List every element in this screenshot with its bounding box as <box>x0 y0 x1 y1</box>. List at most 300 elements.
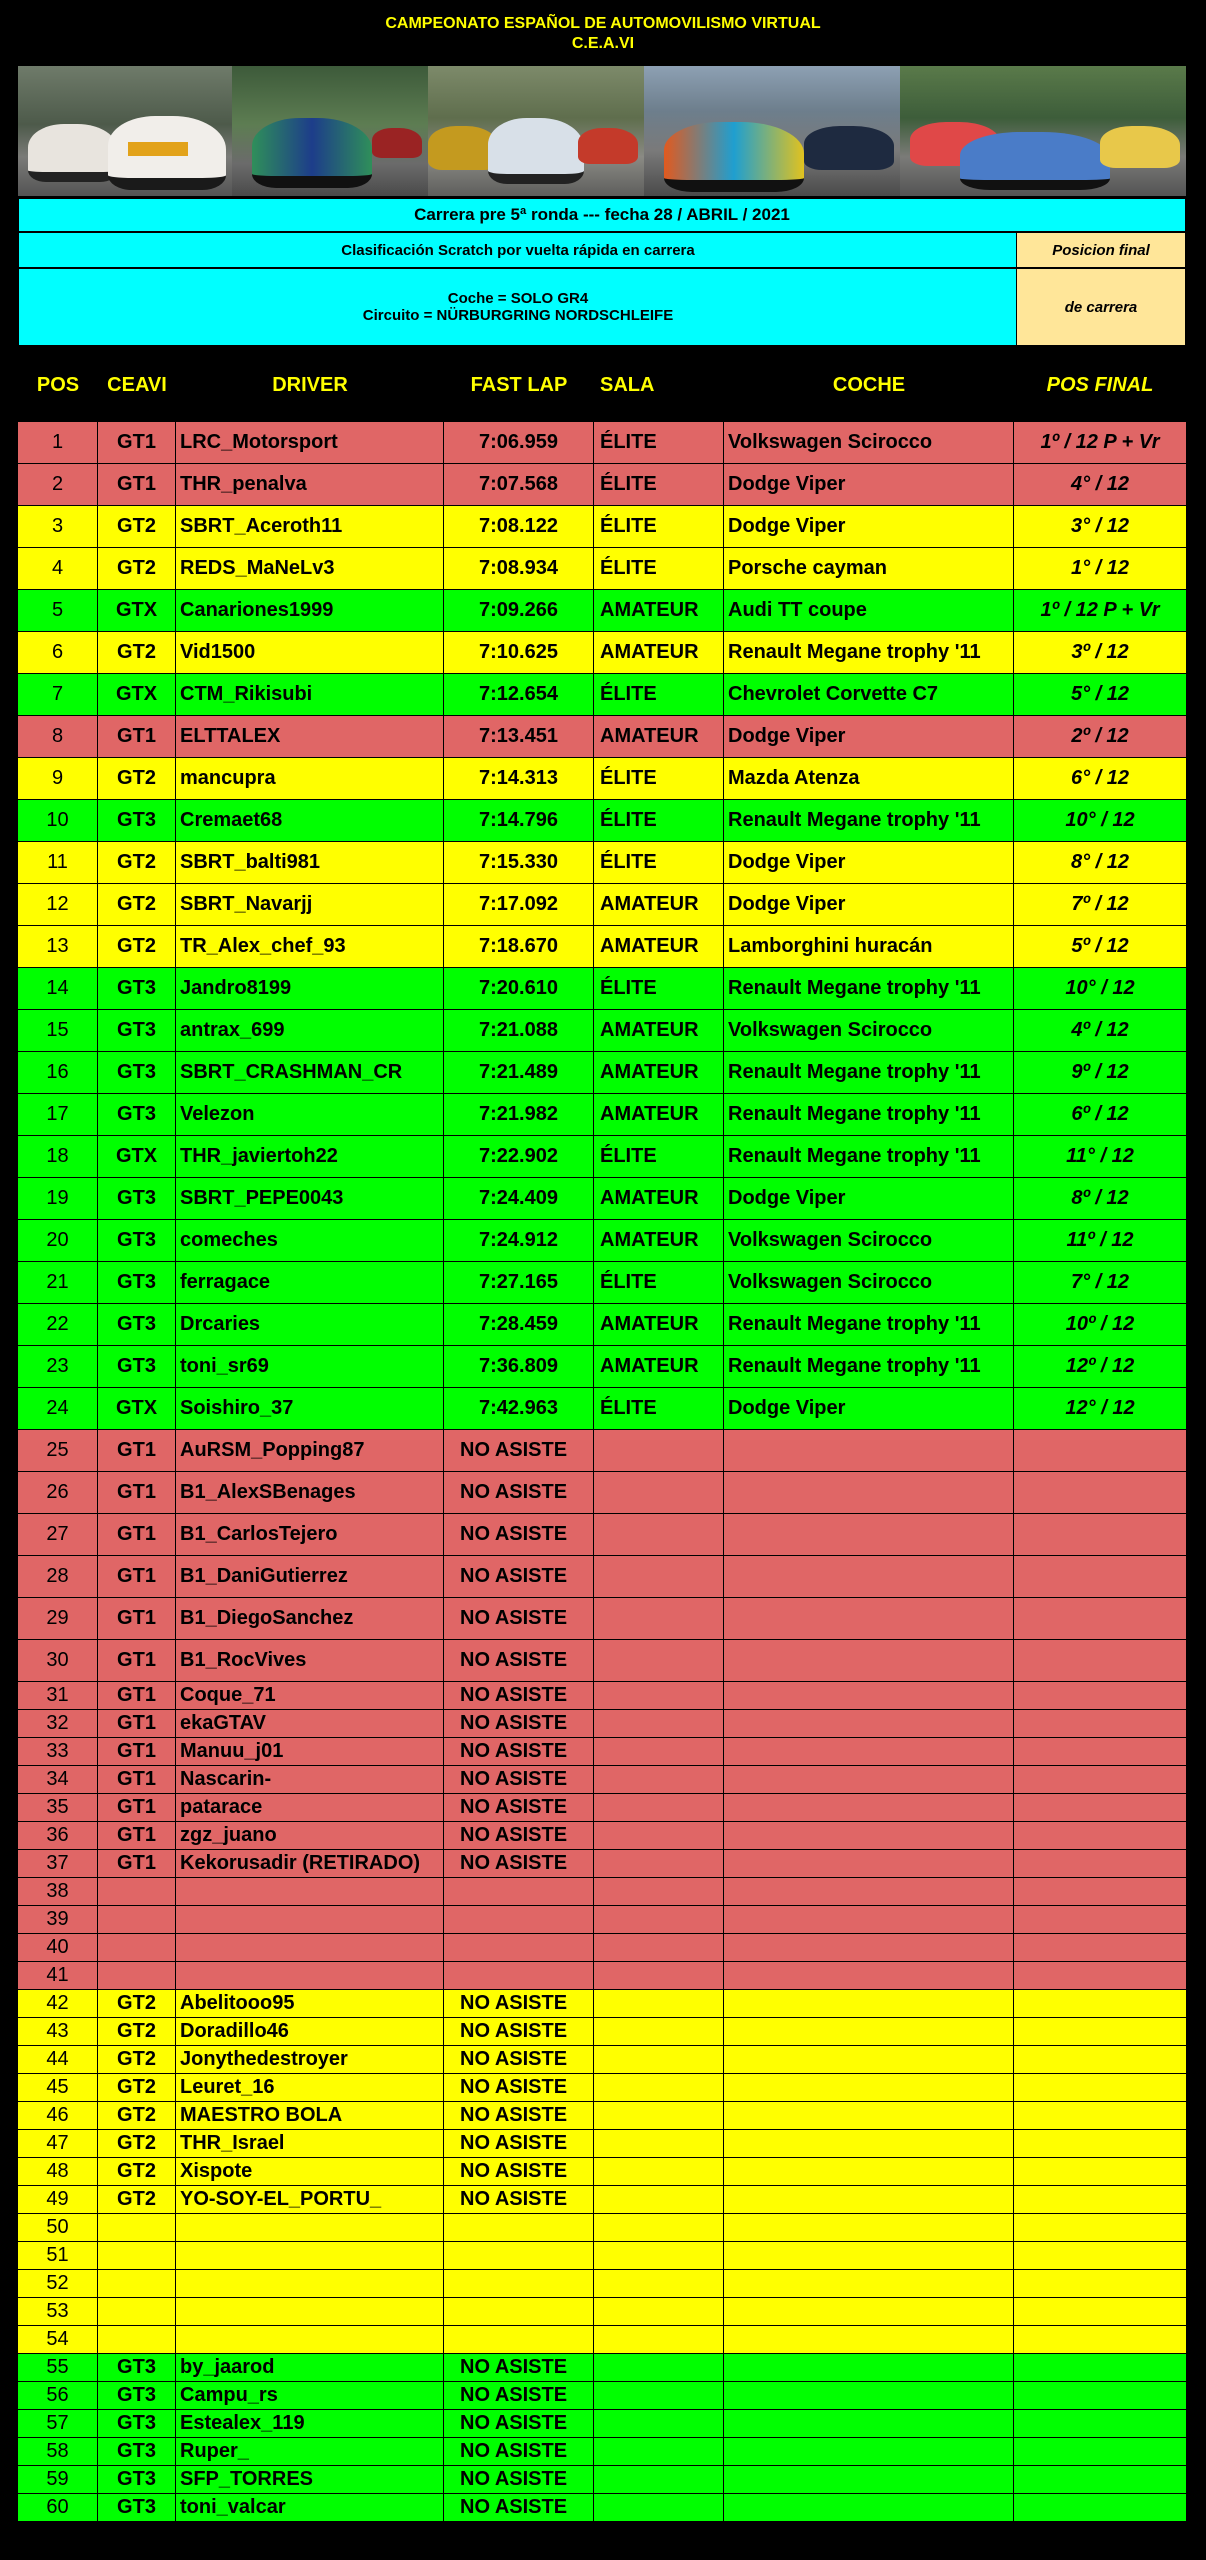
row-driver <box>176 1906 444 1933</box>
row-fast-lap: NO ASISTE <box>444 1822 594 1849</box>
row-pos: 21 <box>18 1262 98 1303</box>
race-photo-banner <box>18 66 1186 196</box>
row-driver <box>176 2298 444 2325</box>
row-driver: Xispote <box>176 2158 444 2185</box>
row-pos-final: 8º / 12 <box>1071 1187 1129 1209</box>
row-fast-lap: NO ASISTE <box>444 1598 594 1639</box>
row-sala <box>594 1934 724 1961</box>
row-fast-lap: 7:27.165 <box>444 1262 594 1303</box>
row-fast-lap: NO ASISTE <box>444 1430 594 1471</box>
table-row <box>18 1640 1186 1682</box>
row-coche <box>724 1472 1014 1513</box>
row-fast-lap: 7:24.912 <box>444 1220 594 1261</box>
row-sala <box>594 2074 724 2101</box>
row-driver: B1_RocVives <box>176 1640 444 1681</box>
row-fast-lap: 7:07.568 <box>444 464 594 505</box>
row-ceavi: GTX <box>98 1388 176 1429</box>
row-coche <box>724 1822 1014 1849</box>
row-ceavi <box>98 1934 176 1961</box>
row-pos-final: 6° / 12 <box>1070 767 1130 789</box>
row-fast-lap <box>444 2214 594 2241</box>
row-ceavi: GT2 <box>98 548 176 589</box>
row-pos: 38 <box>18 1878 98 1905</box>
row-pos-final: 1º / 12 P + Vr <box>1040 431 1160 453</box>
row-coche: Dodge Viper <box>724 1388 1014 1429</box>
results-table <box>18 422 1186 2522</box>
table-row <box>18 1822 1186 1850</box>
row-ceavi: GTX <box>98 674 176 715</box>
row-sala <box>594 1738 724 1765</box>
row-ceavi <box>98 1878 176 1905</box>
table-row <box>18 632 1186 674</box>
row-sala <box>594 1682 724 1709</box>
row-pos: 9 <box>18 758 98 799</box>
row-pos: 33 <box>18 1738 98 1765</box>
row-pos: 1 <box>18 422 98 463</box>
row-pos-final <box>1014 1682 1186 1709</box>
row-coche <box>724 2382 1014 2409</box>
row-pos-final <box>1014 2326 1186 2353</box>
row-coche: Renault Megane trophy '11 <box>724 1304 1014 1345</box>
row-pos-final <box>1014 2466 1186 2493</box>
row-pos: 7 <box>18 674 98 715</box>
row-ceavi: GT1 <box>98 716 176 757</box>
row-pos-final <box>1014 2102 1186 2129</box>
row-sala <box>594 2186 724 2213</box>
row-coche <box>724 1710 1014 1737</box>
row-driver: THR_Israel <box>176 2130 444 2157</box>
row-sala <box>594 2242 724 2269</box>
row-ceavi: GT1 <box>98 1766 176 1793</box>
row-coche: Renault Megane trophy '11 <box>724 1346 1014 1387</box>
row-driver: Abelitooo95 <box>176 1990 444 2017</box>
row-pos-final <box>1014 1766 1186 1793</box>
row-coche <box>724 2438 1014 2465</box>
row-ceavi: GT3 <box>98 1010 176 1051</box>
row-driver: mancupra <box>176 758 444 799</box>
row-fast-lap: NO ASISTE <box>444 2494 594 2521</box>
row-sala <box>594 1822 724 1849</box>
row-coche <box>724 2410 1014 2437</box>
row-pos-final <box>1014 1850 1186 1877</box>
row-driver: SBRT_Navarjj <box>176 884 444 925</box>
row-ceavi <box>98 1906 176 1933</box>
table-row <box>18 1766 1186 1794</box>
car-class: Coche = SOLO GR4 <box>447 290 589 307</box>
row-pos: 58 <box>18 2438 98 2465</box>
row-pos-final <box>1014 1794 1186 1821</box>
row-pos: 52 <box>18 2270 98 2297</box>
row-pos-final <box>1014 2186 1186 2213</box>
table-row <box>18 590 1186 632</box>
row-ceavi: GT2 <box>98 2102 176 2129</box>
row-pos: 18 <box>18 1136 98 1177</box>
row-pos: 31 <box>18 1682 98 1709</box>
row-sala <box>594 1990 724 2017</box>
row-coche: Dodge Viper <box>724 506 1014 547</box>
table-row <box>18 1304 1186 1346</box>
row-fast-lap: NO ASISTE <box>444 2074 594 2101</box>
row-pos-final: 10° / 12 <box>1065 809 1135 831</box>
row-pos: 45 <box>18 2074 98 2101</box>
row-pos-final <box>1014 1934 1186 1961</box>
row-ceavi: GT3 <box>98 1304 176 1345</box>
row-pos-final: 4º / 12 <box>1071 1019 1129 1041</box>
row-coche: Volkswagen Scirocco <box>724 422 1014 463</box>
row-pos: 16 <box>18 1052 98 1093</box>
row-coche: Porsche cayman <box>724 548 1014 589</box>
table-row <box>18 1262 1186 1304</box>
row-driver: CTM_Rikisubi <box>176 674 444 715</box>
row-pos-final: 12° / 12 <box>1065 1397 1135 1419</box>
row-coche: Lamborghini huracán <box>724 926 1014 967</box>
table-row <box>18 842 1186 884</box>
row-coche <box>724 2102 1014 2129</box>
row-pos-final <box>1014 2074 1186 2101</box>
row-driver: by_jaarod <box>176 2354 444 2381</box>
row-pos: 14 <box>18 968 98 1009</box>
row-driver: AuRSM_Popping87 <box>176 1430 444 1471</box>
row-pos: 57 <box>18 2410 98 2437</box>
row-sala <box>594 2018 724 2045</box>
row-sala: ÉLITE <box>594 674 724 715</box>
row-coche: Renault Megane trophy '11 <box>724 632 1014 673</box>
row-sala <box>594 1850 724 1877</box>
row-pos: 50 <box>18 2214 98 2241</box>
row-coche: Dodge Viper <box>724 464 1014 505</box>
row-coche <box>724 1598 1014 1639</box>
table-row <box>18 2438 1186 2466</box>
row-ceavi: GT1 <box>98 1822 176 1849</box>
row-sala <box>594 2382 724 2409</box>
row-coche <box>724 1794 1014 1821</box>
table-row <box>18 1878 1186 1906</box>
row-coche <box>724 1556 1014 1597</box>
row-pos: 44 <box>18 2046 98 2073</box>
row-driver <box>176 2326 444 2353</box>
table-row <box>18 506 1186 548</box>
row-pos-final <box>1014 1472 1186 1513</box>
row-driver: SFP_TORRES <box>176 2466 444 2493</box>
row-pos-final: 4° / 12 <box>1070 473 1130 495</box>
race-photo-1 <box>18 66 232 196</box>
row-coche <box>724 1430 1014 1471</box>
row-ceavi: GT2 <box>98 2186 176 2213</box>
row-ceavi: GT1 <box>98 1430 176 1471</box>
table-row <box>18 1934 1186 1962</box>
table-row <box>18 674 1186 716</box>
row-pos: 29 <box>18 1598 98 1639</box>
row-ceavi: GT3 <box>98 1094 176 1135</box>
row-ceavi: GT1 <box>98 1710 176 1737</box>
row-coche: Volkswagen Scirocco <box>724 1220 1014 1261</box>
row-fast-lap: NO ASISTE <box>444 2102 594 2129</box>
row-fast-lap: 7:08.934 <box>444 548 594 589</box>
table-row <box>18 464 1186 506</box>
row-pos: 41 <box>18 1962 98 1989</box>
row-ceavi: GT3 <box>98 1262 176 1303</box>
row-sala <box>594 2438 724 2465</box>
classification-title: Clasificación Scratch por vuelta rápida en carrera <box>18 232 1018 268</box>
row-driver: THR_penalva <box>176 464 444 505</box>
table-row <box>18 1514 1186 1556</box>
row-driver: Campu_rs <box>176 2382 444 2409</box>
row-coche <box>724 2158 1014 2185</box>
row-fast-lap: NO ASISTE <box>444 1850 594 1877</box>
page-title <box>0 14 1206 54</box>
row-fast-lap: 7:24.409 <box>444 1178 594 1219</box>
row-coche: Audi TT coupe <box>724 590 1014 631</box>
row-driver <box>176 2214 444 2241</box>
row-sala: ÉLITE <box>594 842 724 883</box>
row-sala: ÉLITE <box>594 800 724 841</box>
row-driver: toni_valcar <box>176 2494 444 2521</box>
row-driver: SBRT_balti981 <box>176 842 444 883</box>
row-pos: 60 <box>18 2494 98 2521</box>
race-photo-4 <box>644 66 900 196</box>
row-sala <box>594 2354 724 2381</box>
row-fast-lap: NO ASISTE <box>444 1640 594 1681</box>
table-row <box>18 1598 1186 1640</box>
row-sala: AMATEUR <box>594 1052 724 1093</box>
row-driver: Ruper_ <box>176 2438 444 2465</box>
table-row <box>18 2186 1186 2214</box>
row-ceavi <box>98 1962 176 1989</box>
row-pos-final <box>1014 2298 1186 2325</box>
row-driver: comeches <box>176 1220 444 1261</box>
row-ceavi: GT2 <box>98 2018 176 2045</box>
row-driver: Nascarin- <box>176 1766 444 1793</box>
row-pos: 53 <box>18 2298 98 2325</box>
row-fast-lap: 7:14.313 <box>444 758 594 799</box>
row-coche <box>724 1962 1014 1989</box>
row-sala: AMATEUR <box>594 632 724 673</box>
row-pos-final <box>1014 1514 1186 1555</box>
row-coche <box>724 1766 1014 1793</box>
row-pos: 51 <box>18 2242 98 2269</box>
row-fast-lap: NO ASISTE <box>444 1514 594 1555</box>
row-ceavi <box>98 2242 176 2269</box>
table-row <box>18 2298 1186 2326</box>
table-row <box>18 2158 1186 2186</box>
table-row <box>18 1556 1186 1598</box>
row-fast-lap: NO ASISTE <box>444 2466 594 2493</box>
row-pos-final: 3° / 12 <box>1070 515 1130 537</box>
row-fast-lap: NO ASISTE <box>444 1738 594 1765</box>
row-pos: 49 <box>18 2186 98 2213</box>
table-row <box>18 1178 1186 1220</box>
row-driver: Jonythedestroyer <box>176 2046 444 2073</box>
table-row <box>18 1094 1186 1136</box>
row-driver: LRC_Motorsport <box>176 422 444 463</box>
row-pos-final <box>1014 2242 1186 2269</box>
row-sala <box>594 1556 724 1597</box>
row-ceavi: GT3 <box>98 1052 176 1093</box>
row-sala: ÉLITE <box>594 464 724 505</box>
row-ceavi: GT1 <box>98 1472 176 1513</box>
row-fast-lap: NO ASISTE <box>444 1472 594 1513</box>
row-pos: 3 <box>18 506 98 547</box>
row-driver: Coque_71 <box>176 1682 444 1709</box>
championship-acronym: C.E.A.VI <box>571 35 635 52</box>
row-pos: 42 <box>18 1990 98 2017</box>
row-coche <box>724 1514 1014 1555</box>
col-pos: POS <box>36 373 80 396</box>
row-driver: patarace <box>176 1794 444 1821</box>
row-fast-lap: NO ASISTE <box>444 2438 594 2465</box>
row-fast-lap: 7:28.459 <box>444 1304 594 1345</box>
row-driver: Vid1500 <box>176 632 444 673</box>
row-coche: Dodge Viper <box>724 884 1014 925</box>
row-ceavi: GT2 <box>98 2130 176 2157</box>
row-driver: ekaGTAV <box>176 1710 444 1737</box>
row-driver: toni_sr69 <box>176 1346 444 1387</box>
row-fast-lap: 7:08.122 <box>444 506 594 547</box>
table-row <box>18 2074 1186 2102</box>
row-sala: ÉLITE <box>594 1388 724 1429</box>
row-fast-lap: NO ASISTE <box>444 1794 594 1821</box>
row-fast-lap: NO ASISTE <box>444 1990 594 2017</box>
row-ceavi: GT2 <box>98 2046 176 2073</box>
col-driver: DRIVER <box>272 373 348 396</box>
row-pos: 25 <box>18 1430 98 1471</box>
row-fast-lap: 7:21.489 <box>444 1052 594 1093</box>
row-ceavi: GT3 <box>98 1178 176 1219</box>
row-sala: AMATEUR <box>594 1346 724 1387</box>
row-coche <box>724 1934 1014 1961</box>
row-driver: Canariones1999 <box>176 590 444 631</box>
row-ceavi: GT3 <box>98 1220 176 1261</box>
row-ceavi <box>98 2326 176 2353</box>
row-coche <box>724 2074 1014 2101</box>
final-position-title: Posicion final <box>1016 232 1186 268</box>
row-driver: Kekorusadir (RETIRADO) <box>176 1850 444 1877</box>
row-driver: SBRT_PEPE0043 <box>176 1178 444 1219</box>
row-pos-final: 8° / 12 <box>1070 851 1130 873</box>
table-row <box>18 758 1186 800</box>
circuit-name: Circuito = NÜRBURGRING NORDSCHLEIFE <box>362 307 674 324</box>
row-coche <box>724 2130 1014 2157</box>
row-pos-final <box>1014 2410 1186 2437</box>
table-row <box>18 2494 1186 2522</box>
row-sala: ÉLITE <box>594 968 724 1009</box>
row-coche: Dodge Viper <box>724 716 1014 757</box>
row-ceavi: GT3 <box>98 1346 176 1387</box>
row-driver: ELTTALEX <box>176 716 444 757</box>
row-ceavi: GT1 <box>98 1640 176 1681</box>
row-pos-final <box>1014 2382 1186 2409</box>
row-ceavi <box>98 2298 176 2325</box>
row-driver: Drcaries <box>176 1304 444 1345</box>
row-pos: 17 <box>18 1094 98 1135</box>
row-sala <box>594 2466 724 2493</box>
col-fast-lap: FAST LAP <box>470 373 568 396</box>
row-ceavi: GT2 <box>98 842 176 883</box>
row-pos: 40 <box>18 1934 98 1961</box>
row-fast-lap: NO ASISTE <box>444 1766 594 1793</box>
row-fast-lap: NO ASISTE <box>444 2158 594 2185</box>
row-coche: Dodge Viper <box>724 1178 1014 1219</box>
row-coche: Chevrolet Corvette C7 <box>724 674 1014 715</box>
row-pos-final: 11º / 12 <box>1066 1229 1134 1251</box>
row-pos-final <box>1014 1822 1186 1849</box>
row-pos-final: 5º / 12 <box>1071 935 1129 957</box>
row-pos-final: 1º / 12 P + Vr <box>1040 599 1160 621</box>
table-row <box>18 1990 1186 2018</box>
row-pos: 11 <box>18 842 98 883</box>
table-row <box>18 1906 1186 1934</box>
row-ceavi: GT1 <box>98 1598 176 1639</box>
row-sala <box>594 1906 724 1933</box>
row-fast-lap: NO ASISTE <box>444 2354 594 2381</box>
row-pos: 46 <box>18 2102 98 2129</box>
row-pos: 15 <box>18 1010 98 1051</box>
row-driver: YO-SOY-EL_PORTU_ <box>176 2186 444 2213</box>
row-coche: Renault Megane trophy '11 <box>724 968 1014 1009</box>
row-fast-lap: 7:10.625 <box>444 632 594 673</box>
row-pos: 26 <box>18 1472 98 1513</box>
row-pos-final <box>1014 2018 1186 2045</box>
row-driver <box>176 2242 444 2269</box>
row-pos: 8 <box>18 716 98 757</box>
row-sala: ÉLITE <box>594 1136 724 1177</box>
row-pos: 59 <box>18 2466 98 2493</box>
row-driver: B1_CarlosTejero <box>176 1514 444 1555</box>
row-sala <box>594 2326 724 2353</box>
row-pos-final <box>1014 1556 1186 1597</box>
row-ceavi: GT1 <box>98 1682 176 1709</box>
row-fast-lap: 7:17.092 <box>444 884 594 925</box>
row-driver: B1_DaniGutierrez <box>176 1556 444 1597</box>
row-pos: 54 <box>18 2326 98 2353</box>
row-fast-lap: 7:42.963 <box>444 1388 594 1429</box>
row-ceavi: GT1 <box>98 1514 176 1555</box>
race-photo-2 <box>232 66 428 196</box>
row-coche: Renault Megane trophy '11 <box>724 1094 1014 1135</box>
row-coche <box>724 1906 1014 1933</box>
table-row <box>18 1010 1186 1052</box>
row-sala <box>594 2158 724 2185</box>
row-coche <box>724 1640 1014 1681</box>
row-pos-final: 10° / 12 <box>1065 977 1135 999</box>
row-pos-final <box>1014 2354 1186 2381</box>
table-row <box>18 968 1186 1010</box>
row-pos: 56 <box>18 2382 98 2409</box>
table-row <box>18 1962 1186 1990</box>
row-sala <box>594 1962 724 1989</box>
row-pos-final <box>1014 2270 1186 2297</box>
row-coche: Renault Megane trophy '11 <box>724 1136 1014 1177</box>
row-pos-final <box>1014 1598 1186 1639</box>
table-row <box>18 1710 1186 1738</box>
row-fast-lap <box>444 2298 594 2325</box>
row-pos: 22 <box>18 1304 98 1345</box>
row-fast-lap <box>444 1878 594 1905</box>
col-sala: SALA <box>600 373 655 396</box>
table-row <box>18 926 1186 968</box>
row-driver <box>176 1934 444 1961</box>
row-driver: SBRT_Aceroth11 <box>176 506 444 547</box>
row-sala: AMATEUR <box>594 716 724 757</box>
table-row <box>18 1472 1186 1514</box>
row-sala <box>594 1878 724 1905</box>
row-fast-lap: 7:36.809 <box>444 1346 594 1387</box>
row-ceavi: GTX <box>98 590 176 631</box>
row-sala <box>594 2270 724 2297</box>
row-coche <box>724 1878 1014 1905</box>
row-pos: 35 <box>18 1794 98 1821</box>
row-pos-final: 7º / 12 <box>1071 893 1129 915</box>
